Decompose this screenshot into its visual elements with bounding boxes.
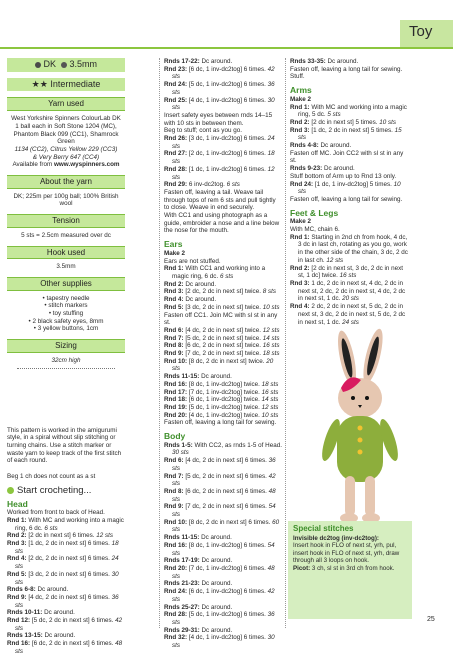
yarn-used-text: West Yorkshire Spinners ColourLab DK 1 ball each in Soft Stone 1204 (MC), Phantom Black 099 (CC1), Shamrock Green 1134 (CC2), Citrus Yellow 229 (CC3) & Very Berry 647 (CC4) Available from www.wyspinners.com [11,115,121,169]
pattern-column-3 [290,58,410,326]
arms-note-2: Stuff bottom of Arm up to Rnd 13 only. [290,172,397,180]
head-rows [7,517,125,656]
arms-title: Arms [290,85,312,96]
inv-dc2tog-text: Insert hook in FLO of next st, yrh, pul, insert hook in FLO of next st, yrh, draw through all 3 loops on hook. [293,542,400,565]
sizing-text: 32cm high [51,356,81,364]
ears-end: Fasten off, leaving a long tail for sewing. [164,419,277,427]
pattern-row: Rnd 2: [2 dc in next st] 6 times. 12 sts [7,532,114,540]
pattern-row: Rnd 16: [8 dc, 1 inv-dc2tog] 6 times. 54 sts [164,541,275,557]
about-yarn-text: DK; 225m per 100g ball; 100% British wool [13,192,119,208]
pattern-row: Rnd 6: [4 dc, 2 dc in next st] twice. 12 sts [164,326,280,334]
pattern-row: Rnd 7: [5 dc, 2 dc in next st] 6 times. 42 sts [164,472,276,488]
special-title: Special stitches [293,524,354,533]
pattern-row: Rnds 9-23: Dc around. [290,165,355,173]
pattern-row: Rnd 8: [6 dc, 2 dc in next st] 6 times. 48 sts [164,487,276,503]
bullet-icon [7,487,14,494]
pattern-row: Rnd 18: [6 dc, 1 inv-dc2tog] twice. 14 sts [164,396,279,404]
pattern-row: Rnd 3: 1 dc, 2 dc in next st, 4 dc, 2 dc in next st, 2 dc, 2 dc in next st, 4 dc, 2 dc in next st, 1 dc. 20 sts [290,279,406,303]
sizing-title: Sizing [7,339,125,353]
head-title: Head [7,498,28,509]
ears-note-2: Fasten off CC1. Join MC with sl st in any st. [164,311,278,327]
pattern-row: Rnd 1: Starting in 2nd ch from hook, 4 dc, 3 dc in last ch, rotating as you go, work in the other side of the chain, 3 dc, 2 dc in last ch. 12 sts [290,233,408,264]
pattern-row: Rnd 24: [5 dc, 1 inv-dc2tog] 6 times. 36 sts [164,81,275,96]
pattern-row: Rnds 1-5: With CC2, as rnds 1-5 of Head. 30 sts [164,441,282,457]
yarn-weight-band [7,58,125,72]
pattern-row: Rnd 2: [2 dc in next st, 3 dc, 2 dc in next st, 1 dc] twice. 16 sts [290,264,404,280]
supply-item: • stitch markers [44,302,88,310]
pattern-row: Rnds 6-8: Dc around. [7,586,69,594]
pattern-row: Rnd 24: [6 dc, 1 inv-dc2tog] 6 times. 42 sts [164,588,275,603]
pattern-row: Rnds 11-15: Dc around. [164,534,232,542]
pattern-row: Rnds 29-31: Dc around. [164,626,233,634]
eyes-note: Insert safety eyes between rnds 14–15 with 10 sts in between them. [164,111,273,127]
head-intro: Worked from front to back of Head. [7,509,105,517]
yarn-used-title: Yarn used [7,97,125,111]
sidebar-column [7,58,125,656]
pattern-row: Rnds 11-15: Dc around. [164,373,232,381]
tension-title: Tension [7,214,125,228]
legs-intro: With MC, chain 6. [290,226,340,234]
pattern-row: Rnd 9: [7 dc, 2 dc in next st] 6 times. 54 sts [164,503,276,519]
pattern-row: Rnd 16: [6 dc, 2 dc in next st] 6 times. 48 sts [7,640,123,655]
pattern-row: Rnds 25-27: Dc around. [164,603,233,611]
ears-title: Ears [164,239,183,250]
pattern-row: Rnd 3: [1 dc, 2 dc in next st] 6 times. 18 sts [7,540,119,555]
pattern-row: Rnd 4: Dc around. [164,296,217,304]
pattern-row: Rnd 16: [8 dc, 1 inv-dc2tog] twice. 18 sts [164,380,279,388]
column-divider [285,58,286,628]
section-title: Toy [409,23,433,40]
pattern-row: Rnd 24: [1 dc, 1 inv-dc2tog] 5 times. 10 sts [290,180,401,196]
pattern-row: Rnd 28: [1 dc, 1 inv-dc2tog] 6 times. 12 sts [164,165,275,181]
column-divider [159,58,160,628]
pattern-row: Rnd 3: [1 dc, 2 dc in next st] 5 times. 15 sts [290,126,402,142]
pattern-row: Rnd 9: [7 dc, 2 dc in next st] twice. 18 sts [164,350,280,358]
pattern-row: Rnds 10-11: Dc around. [7,609,75,617]
arms-note: Fasten off MC. Join CC2 with sl st in any st. [290,149,404,165]
about-yarn-title: About the yarn [7,175,125,189]
pattern-row: Rnds 33-35: Dc around. [290,58,359,65]
pattern-row: Rnd 17: [7 dc, 1 inv-dc2tog] twice. 16 sts [164,388,279,396]
supply-item: • tapestry needle [42,294,90,302]
pattern-row: Rnd 29: 6 inv-dc2tog. 6 sts [164,181,240,189]
pattern-row: Rnd 10: [8 dc, 2 dc in next st] twice. 20 sts [164,357,274,373]
pattern-row: Rnd 1: With MC and working into a magic ring, 5 dc. 5 sts [290,103,407,119]
pattern-row: Rnd 9: [4 dc, 2 dc in next st] 6 times. 36 sts [7,593,119,609]
header-rule [0,47,453,49]
section-tab [400,20,453,47]
hook-used-text: 3.5mm [56,263,76,271]
pattern-row: Rnd 5: [3 dc, 2 dc in next st] 6 times. 30 sts [7,570,119,586]
hook-size: 3.5mm [69,59,98,69]
intro-text: This pattern is worked in the amigurumi style, in a spiral without slip stitching or turning chains. Use a stitch marker or waste yarn to keep track of the first stitch of each round. [7,426,122,465]
hook-used-title: Hook used [7,246,125,260]
legs-title: Feet & Legs [290,207,339,218]
ears-note: Ears are not stuffed. [164,257,221,265]
stuff-note: Beg to stuff; cont as you go. [164,127,242,135]
level: Intermediate [50,78,101,89]
beginning-note: Beg 1 ch does not count as a st [7,473,96,481]
arms-end: Fasten off, leaving a long tail for sewing. [290,195,403,203]
star-icon: ★★ [31,78,48,89]
pattern-row: Rnd 10: [8 dc, 2 dc in next st] 6 times. 60 sts [164,518,280,534]
pattern-row: Rnd 26: [3 dc, 1 inv-dc2tog] 6 times. 24 sts [164,135,275,150]
pattern-row: Rnd 28: [5 dc, 1 inv-dc2tog] 6 times. 36 sts [164,611,275,626]
supply-item: • 3 yellow buttons, 1cm [33,325,99,333]
yarn-ball-icon [35,62,41,68]
arms-make: Make 2 [290,95,312,103]
fasten-note: Fasten off, leaving a tail. Weave tail through tops of rem 6 sts and pull tightly to close. Weave in end securely. [164,188,276,212]
supply-item: • 2 black safety eyes, 8mm [28,317,104,325]
pattern-row: Rnd 12: [5 dc, 2 dc in next st] 6 times. 42 sts [7,617,123,632]
pattern-row: Rnds 4-8: Dc around. [290,142,352,150]
pattern-row: Rnd 6: [4 dc, 2 dc in next st] 6 times. 36 sts [164,457,276,472]
pattern-row: Rnd 20: [4 dc, 1 inv-dc2tog] twice. 10 sts [164,411,279,419]
supply-item: • toy stuffing [48,310,84,318]
special-stitches-box: Special stitches Invisible dc2tog (inv-dc2tog): Insert hook in FLO of next st, yrh, pul, insert hook in FLO of next st, yrh, draw through all 3 loops on hook. Picot: 3 ch, sl st in 3rd ch from hook. [288,521,412,619]
pattern-row: Rnd 1: With CC1 and working into a magic ring, 6 dc. 6 sts [164,265,266,280]
pattern-row: Rnd 4: [2 dc, 2 dc in next st] 6 times. 24 sts [7,555,119,571]
legs-make: Make 2 [290,218,312,226]
pattern-row: Rnd 20: [7 dc, 1 inv-dc2tog] 6 times. 48 sts [164,565,275,580]
body-title: Body [164,431,186,442]
pattern-row: Rnds 13-15: Dc around. [7,632,76,640]
other-supplies-title: Other supplies [7,277,125,291]
bunny-toy-photo [303,328,421,528]
body-end: Fasten off, leaving a long tail for sewing. Stuff. [290,65,403,81]
pattern-row: Rnd 5: [3 dc, 2 dc in next st] twice. 10 sts [164,303,280,311]
level-band [7,78,125,92]
pattern-row: Rnd 1: With MC and working into a magic ring, 6 dc. 6 sts [7,516,124,532]
page-number: 25 [427,616,435,623]
pattern-row: Rnd 2: Dc around. [164,280,217,288]
supplier-link[interactable]: www.wyspinners.com [53,161,120,169]
pattern-row: Rnd 32: [4 dc, 1 inv-dc2tog] 6 times. 30 sts [164,634,275,650]
pattern-row: Rnd 2: [2 dc in next st] 5 times. 10 sts [290,118,397,126]
pattern-row: Rnd 23: [6 dc, 1 inv-dc2tog] 6 times. 42 sts [164,65,275,81]
embroider-note: With CC1 and using photograph as a guide, embroider a nose and a line below the nose for the mouth. [164,212,280,235]
pattern-row: Rnds 17-22: Dc around. [164,58,233,65]
pattern-row: Rnd 7: [5 dc, 2 dc in next st] twice. 14 sts [164,334,280,342]
pattern-row: Rnd 25: [4 dc, 1 inv-dc2tog] 6 times. 30 sts [164,96,275,112]
pattern-column-2 [164,58,282,650]
pattern-row: Rnd 8: [6 dc, 2 dc in next st] twice. 16 sts [164,342,280,350]
pattern-row: Rnd 3: [2 dc, 2 dc in next st] twice. 8 sts [164,288,277,296]
pattern-row: Rnd 4: 2 dc, 2 dc in next st, 5 dc, 2 dc in next st, 3 dc, 2 dc in next st, 5 dc, 2 dc in next st, 1 dc. 24 sts [290,303,406,326]
supplies-list [7,295,125,334]
hook-icon [61,62,67,68]
pattern-row: Rnd 27: [2 dc, 1 inv-dc2tog] 6 times. 18 sts [164,150,275,166]
pattern-row: Rnds 21-23: Dc around. [164,580,233,588]
pattern-row: Rnd 19: [5 dc, 1 inv-dc2tog] twice. 12 sts [164,403,279,411]
divider [17,368,115,369]
tension-text: 5 sts = 2.5cm measured over dc [21,231,111,239]
ears-make: Make 2 [164,249,186,257]
pattern-row: Rnds 17-19: Dc around. [164,557,233,565]
yarn-weight: DK [43,59,56,69]
start-heading: Start crocheting... [7,487,125,495]
